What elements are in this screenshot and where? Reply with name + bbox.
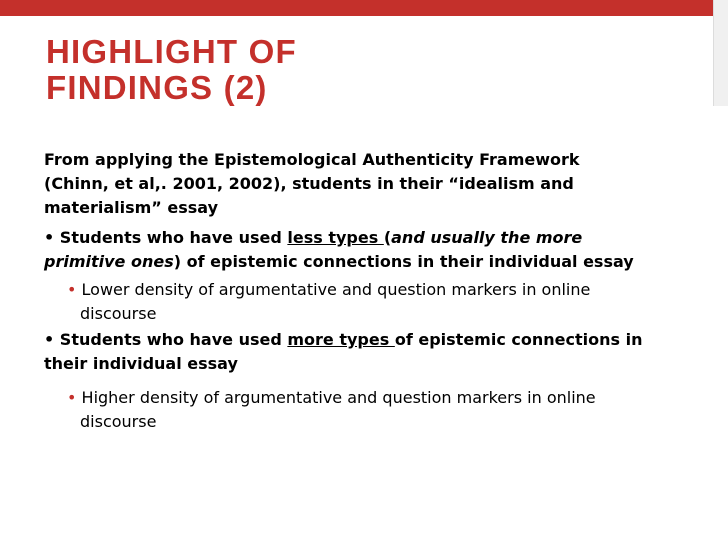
bullet-1-post: ) of epistemic connections in their individual essay [173, 252, 634, 271]
bullet-1-paren: ( [383, 228, 392, 247]
scrollbar[interactable] [713, 0, 728, 106]
sub-bullet-2-marker: • [67, 388, 77, 407]
bullet-2 [44, 328, 644, 376]
sub-bullet-2 [44, 386, 644, 434]
bullet-1-italic: and usually the more primitive ones [44, 228, 583, 271]
top-accent-band [0, 0, 728, 16]
bullet-2-marker: • [44, 330, 55, 349]
bullet-2-pre: Students who have used [54, 330, 288, 349]
slide-title [46, 34, 566, 106]
sub-bullet-1-text: Lower density of argumentative and question markers in online discourse [80, 280, 591, 323]
bullet-1 [44, 226, 644, 274]
bullet-2-underlined: more types [287, 330, 395, 349]
sub-bullet-1 [44, 278, 644, 326]
sub-bullet-1-marker: • [67, 280, 77, 299]
bullet-1-underlined: less types [287, 228, 384, 247]
slide-body [44, 148, 644, 434]
sub-bullet-2-text: Higher density of argumentative and question markers in online discourse [80, 388, 596, 431]
bullet-2-post: of epistemic connections in their individual essay [44, 330, 643, 373]
intro-paragraph: From applying the Epistemological Authenticity Framework (Chinn, et al,. 2001, 2002), students in their “idealism and materialism” essay [44, 150, 580, 217]
title-line-2: FINDINGS (2) [46, 69, 268, 106]
bullet-1-marker: • [44, 228, 55, 247]
title-line-1: HIGHLIGHT OF [46, 33, 297, 70]
bullet-1-pre: Students who have used [54, 228, 288, 247]
